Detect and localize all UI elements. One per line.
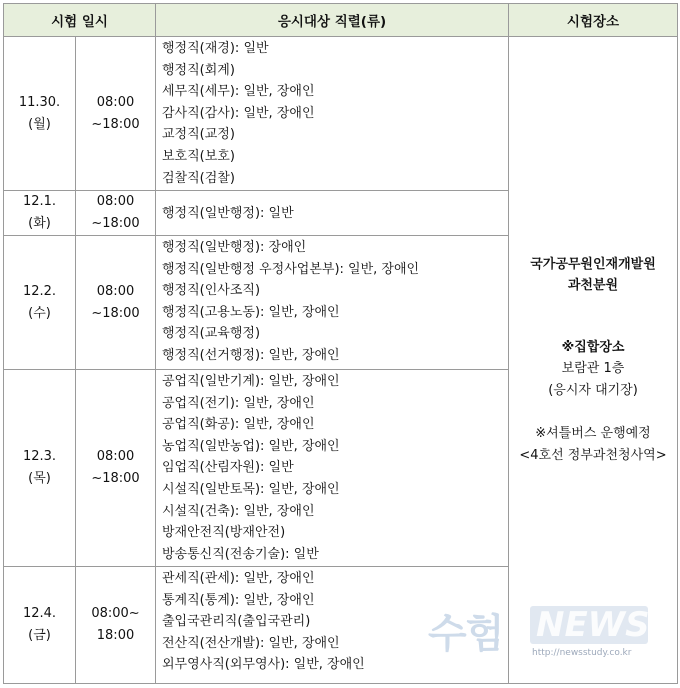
exam-time-end: ~18:00 [91,116,140,132]
job-item: 통계직(통계): 일반, 장애인 [162,592,315,608]
job-item: 시설직(건축): 일반, 장애인 [162,503,315,519]
exam-weekday: (수) [28,305,51,321]
job-item: 행정직(교육행정) [162,326,261,342]
job-item: 행정직(회계) [162,62,235,78]
job-item: 공업직(전기): 일반, 장애인 [162,395,315,411]
job-item: 행정직(선거행정): 일반, 장애인 [162,347,340,363]
header-jobs: 응시대상 직렬(류) [156,4,509,37]
watermark-logo-text: 수험 [428,611,504,657]
assembly-line2: (응시자 대기장) [548,382,638,398]
job-item: 시설직(일반토목): 일반, 장애인 [162,481,340,497]
job-item: 외무영사직(외무영사): 일반, 장애인 [162,657,365,673]
exam-weekday: (목) [28,471,51,486]
exam-time-cell [76,191,156,236]
exam-time-cell [76,567,156,684]
shuttle-title: ※셔틀버스 운행예정 [535,426,651,442]
exam-weekday: (금) [28,628,51,643]
venue-name-line2: 과천분원 [567,278,619,294]
jobs-cell [156,236,509,370]
venue-cell [509,37,678,684]
jobs-cell [156,370,509,567]
assembly-title: ※집합장소 [561,339,625,355]
exam-date-cell [4,191,76,236]
job-item: 감사직(감사): 일반, 장애인 [162,105,315,121]
shuttle-line: <4호선 정부과천청사역> [519,447,667,463]
job-item: 방송통신직(전송기술): 일반 [162,546,319,562]
jobs-cell [156,567,509,684]
job-item: 행정직(재경): 일반 [162,41,269,56]
watermark-url: http://newsstudy.co.kr [532,648,632,658]
exam-date-cell [4,567,76,684]
exam-weekday: (월) [28,116,51,132]
exam-date: 11.30. [18,94,61,110]
exam-date: 12.3. [22,449,57,464]
job-item: 행정직(일반행정): 장애인 [162,240,307,255]
job-item: 공업직(화공): 일반, 장애인 [162,417,315,433]
watermark-news-text: NEWS [536,605,650,645]
job-item: 공업직(일반기계): 일반, 장애인 [162,374,340,389]
exam-time-start: 08:00 [96,194,135,209]
exam-weekday: (화) [28,216,51,231]
job-item: 임업직(산림자원): 일반 [162,460,294,476]
exam-time-cell [76,37,156,191]
job-item: 행정직(인사조직) [162,283,261,299]
exam-date: 12.4. [22,606,57,621]
job-item: 행정직(일반행정): 일반 [162,205,294,221]
job-item: 세무직(세무): 일반, 장애인 [162,84,315,100]
exam-time-cell [76,236,156,370]
exam-time-end: ~18:00 [91,305,140,321]
job-item: 출입국관리직(출입국관리) [162,614,311,630]
job-item: 교정직(교정) [162,127,235,143]
job-item: 관세직(관세): 일반, 장애인 [162,571,315,586]
exam-time-end: ~18:00 [91,216,140,231]
exam-time-start: 08:00 [96,283,135,299]
job-item: 농업직(일반농업): 일반, 장애인 [162,438,340,454]
assembly-line1: 보람관 1층 [561,361,625,377]
exam-time-end: ~18:00 [91,471,140,486]
exam-time-start: 08:00 [96,94,135,110]
job-item: 방재안전직(방재안전) [162,525,286,541]
exam-date-cell [4,37,76,191]
exam-time-start: 08:00~ [91,606,140,621]
table-header-row [4,4,678,37]
exam-date: 12.2. [22,283,57,299]
header-venue: 시험장소 [509,4,678,37]
exam-schedule-table [3,3,678,684]
header-datetime: 시험 일시 [4,4,156,37]
venue-name-line1: 국가공무원인재개발원 [530,256,656,272]
exam-date: 12.1. [22,194,57,209]
exam-date-cell [4,236,76,370]
exam-time-start: 08:00 [96,449,135,464]
jobs-cell [156,191,509,236]
table-row [4,37,678,191]
job-item: 보호직(보호) [162,148,235,164]
job-item: 행정직(일반행정 우정사업본부): 일반, 장애인 [162,261,420,277]
exam-date-cell [4,370,76,567]
job-item: 행정직(고용노동): 일반, 장애인 [162,304,340,320]
job-item: 검찰직(검찰) [162,170,235,186]
exam-time-end: 18:00 [96,628,135,643]
jobs-cell [156,37,509,191]
exam-time-cell [76,370,156,567]
job-item: 전산직(전산개발): 일반, 장애인 [162,635,340,651]
